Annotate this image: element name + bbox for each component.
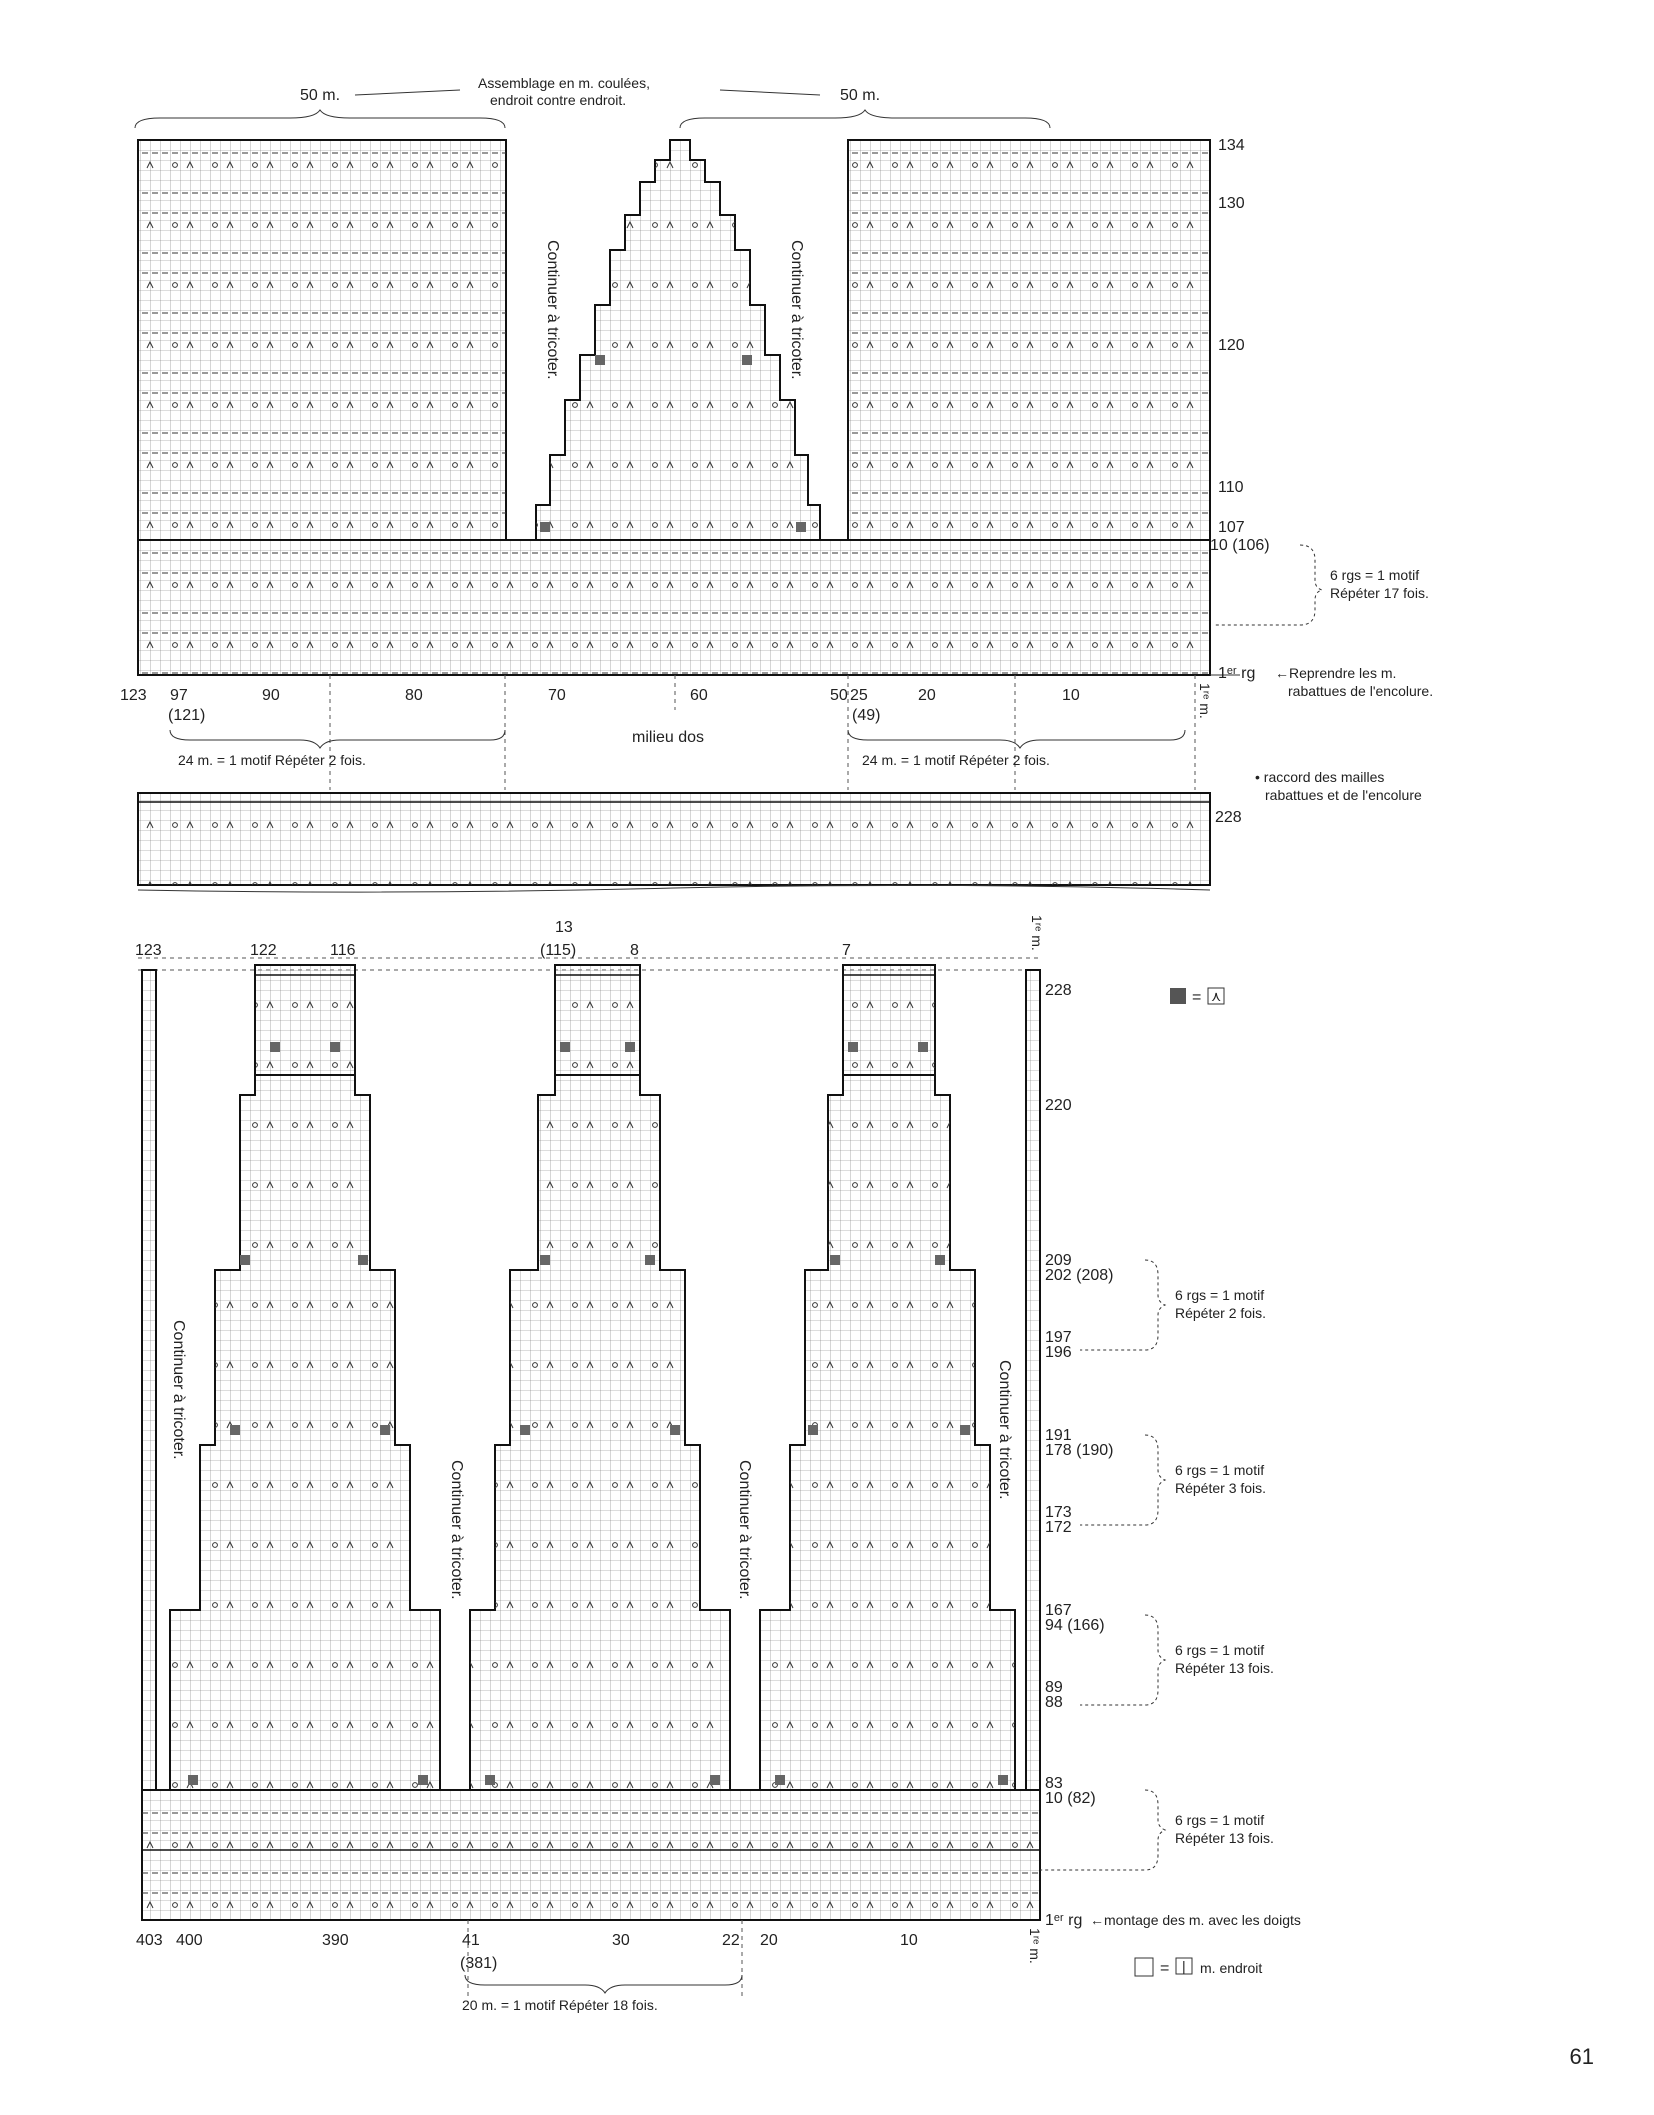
top-motif-line1: 6 rgs = 1 motif [1330, 567, 1420, 583]
row-label: 94 (166) [1045, 1617, 1105, 1634]
band-note-line1: • raccord des mailles [1255, 769, 1385, 785]
row-label: 173 [1045, 1504, 1072, 1521]
row-label: 228 [1045, 982, 1072, 999]
top-span-right: 50 m. [840, 87, 881, 104]
assembly-line2: endroit contre endroit. [490, 92, 627, 108]
motif-3-line1: 6 rgs = 1 motif [1175, 1642, 1265, 1658]
top-repeat-right: 24 m. = 1 motif Répéter 2 fois. [862, 752, 1050, 768]
legend-knit-symbol: | [1182, 1958, 1186, 1974]
stitch-label: 10 [1062, 687, 1080, 704]
motif-2-line1: 6 rgs = 1 motif [1175, 1462, 1265, 1478]
stitch-label: 400 [176, 1932, 203, 1949]
row-label: 110 [1218, 479, 1244, 496]
row-label: 191 [1045, 1427, 1072, 1444]
row-label: 209 [1045, 1252, 1072, 1269]
row-label: 83 [1045, 1775, 1063, 1792]
top-repeat-left: 24 m. = 1 motif Répéter 2 fois. [178, 752, 366, 768]
page-number: 61 [1569, 2044, 1594, 2069]
stitch-label: 403 [136, 1932, 163, 1949]
bottom-top-labels [135, 919, 851, 959]
legend-dark-symbol: ⋏ [1211, 988, 1222, 1004]
band-row-label: 228 [1215, 809, 1242, 826]
stitch-label: 123 [135, 942, 162, 959]
continue-label-left: Continuer à tricoter. [544, 240, 561, 380]
bottom-row-labels [1045, 982, 1114, 1807]
stitch-label: 22 [722, 1932, 740, 1949]
milieu-dos: milieu dos [632, 729, 705, 746]
row-label: 10 (82) [1045, 1790, 1096, 1807]
top-row-labels [1210, 137, 1270, 554]
band-note-line2: rabattues et de l'encolure [1265, 787, 1422, 803]
motif-1-line2: Répéter 2 fois. [1175, 1305, 1267, 1321]
stitch-label: 70 [548, 687, 566, 704]
stitch-label: (49) [852, 707, 881, 724]
motif-1-line1: 6 rgs = 1 motif [1175, 1287, 1265, 1303]
stitch-label: 41 [462, 1932, 480, 1949]
bottom-first-stitch-top: 1ʳᵉ m. [1029, 915, 1045, 951]
continue-tower-1b: Continuer à tricoter. [448, 1460, 465, 1600]
legend-knit-eq: = [1160, 1960, 1170, 1977]
continue-tower-3: Continuer à tricoter. [996, 1360, 1013, 1500]
top-stitch-labels [120, 687, 1080, 724]
stitch-label: 7 [842, 942, 851, 959]
row-label: 172 [1045, 1519, 1072, 1536]
bottom-stitch-labels [136, 1932, 918, 1972]
bottom-first-row: 1ᵉʳ rg [1045, 1912, 1083, 1929]
row-label: 197 [1045, 1329, 1072, 1346]
row-label: 220 [1045, 1097, 1072, 1114]
row-label: 134 [1218, 137, 1245, 154]
stitch-label: 116 [330, 942, 356, 959]
stitch-label: 25 [850, 687, 868, 704]
band-chart [138, 793, 1210, 892]
row-label: 167 [1045, 1602, 1072, 1619]
stitch-label: 20 [760, 1932, 778, 1949]
stitch-label: (115) [540, 942, 577, 959]
top-first-row-note2: rabattues de l'encolure. [1288, 683, 1434, 699]
cast-on-note: ←montage des m. avec les doigts [1090, 1912, 1301, 1928]
stitch-label: 123 [120, 687, 147, 704]
row-label: 88 [1045, 1694, 1063, 1711]
legend-knit-text: m. endroit [1200, 1960, 1263, 1976]
stitch-label: 30 [612, 1932, 630, 1949]
top-first-stitch: 1ʳᵉ m. [1197, 683, 1213, 719]
motif-4-line2: Répéter 13 fois. [1175, 1830, 1274, 1846]
stitch-label: 122 [250, 942, 277, 959]
row-label: 130 [1218, 195, 1245, 212]
stitch-label: 90 [262, 687, 280, 704]
row-label: 196 [1045, 1344, 1072, 1361]
continue-tower-1: Continuer à tricoter. [170, 1320, 187, 1460]
motif-2-line2: Répéter 3 fois. [1175, 1480, 1267, 1496]
stitch-label: 13 [555, 919, 573, 936]
row-label: 10 (106) [1210, 537, 1270, 554]
continue-label-right: Continuer à tricoter. [788, 240, 805, 380]
legend-knit-swatch [1135, 1958, 1153, 1976]
top-first-row-note1: ←Reprendre les m. [1275, 665, 1397, 681]
legend-dark-eq: = [1192, 989, 1202, 1006]
stitch-label: 80 [405, 687, 423, 704]
bottom-repeat: 20 m. = 1 motif Répéter 18 fois. [462, 1997, 658, 2013]
stitch-label: 390 [322, 1932, 349, 1949]
stitch-label: 20 [918, 687, 936, 704]
bottom-first-stitch: 1ʳᵉ m. [1027, 1928, 1043, 1964]
stitch-label: 50 [830, 687, 848, 704]
motif-4-line1: 6 rgs = 1 motif [1175, 1812, 1265, 1828]
motif-3-line2: Répéter 13 fois. [1175, 1660, 1274, 1676]
assembly-line1: Assemblage en m. coulées, [478, 75, 650, 91]
row-label: 178 (190) [1045, 1442, 1114, 1459]
stitch-label: 60 [690, 687, 708, 704]
row-label: 107 [1218, 519, 1245, 536]
row-label: 120 [1218, 337, 1245, 354]
top-span-left: 50 m. [300, 87, 341, 104]
legend-dark-swatch [1170, 988, 1186, 1004]
top-chart [135, 90, 1322, 790]
stitch-label: (381) [460, 1955, 498, 1972]
row-label: 89 [1045, 1679, 1063, 1696]
stitch-label: 10 [900, 1932, 918, 1949]
stitch-label: 97 [170, 687, 188, 704]
continue-tower-2: Continuer à tricoter. [736, 1460, 753, 1600]
row-label: 202 (208) [1045, 1267, 1114, 1284]
top-first-row: 1ᵉʳ rg [1218, 665, 1256, 682]
top-motif-line2: Répéter 17 fois. [1330, 585, 1429, 601]
stitch-label: 8 [630, 942, 639, 959]
stitch-label: (121) [168, 707, 206, 724]
